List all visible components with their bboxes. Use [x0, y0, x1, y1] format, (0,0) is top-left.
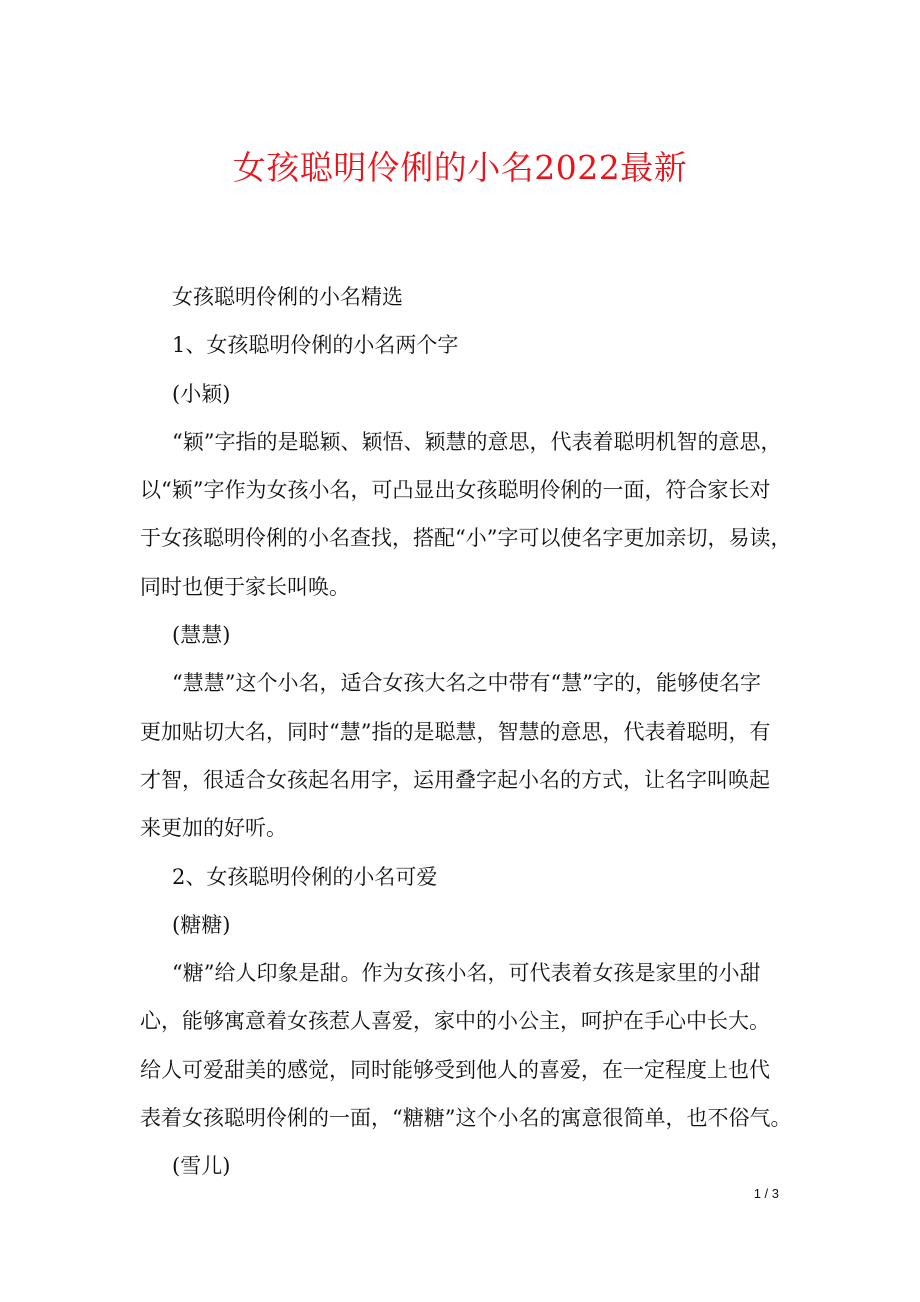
paragraph-line: 于女孩聪明伶俐的小名查找，搭配“小”字可以使名字更加亲切，易读，: [140, 526, 792, 551]
paragraph-line: (慧慧): [172, 623, 231, 648]
paragraph-line: “糖”给人印象是甜。作为女孩小名，可代表着女孩是家里的小甜: [172, 961, 761, 986]
paragraph-line: 给人可爱甜美的感觉，同时能够受到他人的喜爱，在一定程度上也代: [140, 1057, 770, 1082]
paragraph-line: (小颖): [172, 381, 231, 406]
page-title: 女孩聪明伶俐的小名2022最新: [232, 148, 688, 187]
paragraph-line: 女孩聪明伶俐的小名精选: [172, 285, 403, 309]
paragraph-line: 来更加的好听。: [140, 816, 287, 841]
paragraph-line: 以“颖”字作为女孩小名，可凸显出女孩聪明伶俐的一面，符合家长对: [140, 478, 771, 503]
paragraph-line: (糖糖): [172, 912, 231, 937]
paragraph-line: “颖”字指的是聪颖、颖悟、颖慧的意思，代表着聪明机智的意思，: [172, 429, 782, 454]
paragraph-line: (雪儿): [172, 1154, 231, 1179]
paragraph-line: 表着女孩聪明伶俐的一面，“糖糖”这个小名的寓意很简单，也不俗气。: [140, 1106, 792, 1131]
paragraph-line: 2、女孩聪明伶俐的小名可爱: [172, 864, 438, 889]
paragraph-line: 才智，很适合女孩起名用字，运用叠字起小名的方式，让名字叫唤起: [140, 767, 770, 792]
page-number: 1 / 3: [753, 1186, 779, 1201]
paragraph-line: 更加贴切大名，同时“慧”指的是聪慧，智慧的意思，代表着聪明，有: [140, 719, 771, 744]
paragraph-line: 1、女孩聪明伶俐的小名两个字: [172, 333, 459, 358]
paragraph-line: “慧慧”这个小名，适合女孩大名之中带有“慧”字的，能够使名字: [172, 671, 761, 696]
paragraph-line: 心，能够寓意着女孩惹人喜爱，家中的小公主，呵护在手心中长大。: [140, 1009, 770, 1034]
paragraph-line: 同时也便于家长叫唤。: [140, 574, 350, 599]
document-body: [140, 273, 790, 1191]
